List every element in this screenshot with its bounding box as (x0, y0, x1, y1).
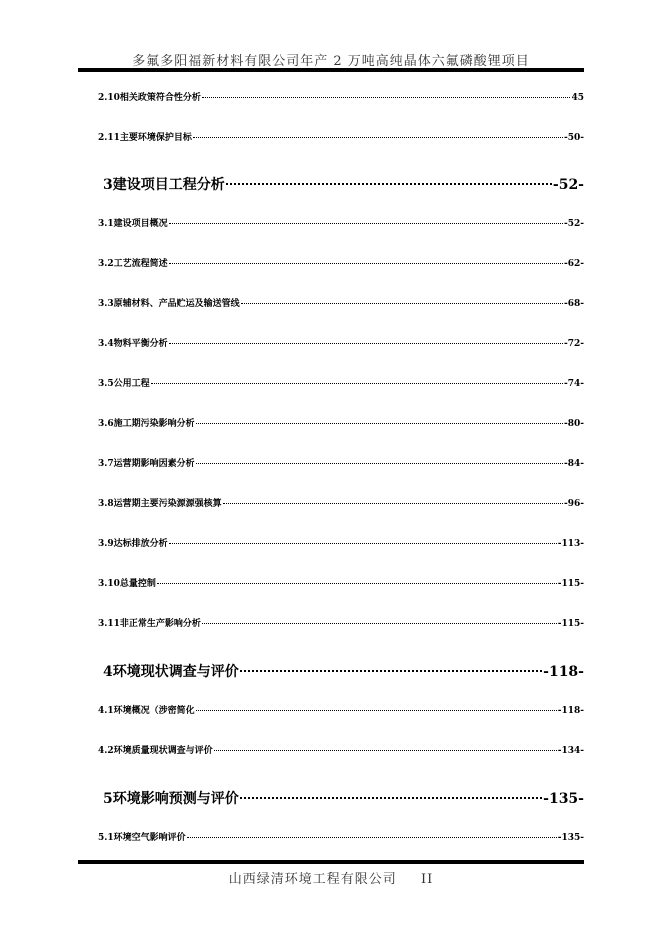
footer-page-number: II (421, 872, 434, 887)
toc-entry-page: -113- (557, 539, 584, 549)
toc-entry-page: -62- (564, 259, 584, 269)
toc-dot-leader (169, 223, 563, 224)
toc-dot-leader (240, 670, 542, 672)
toc-entry-title: 环境空气影响评价 (113, 833, 186, 843)
toc-chapter-entry[interactable] (98, 661, 584, 681)
toc-entry-number: 3.11 (98, 619, 120, 629)
toc-entry-number: 5.1 (98, 833, 114, 843)
toc-entry-title: 环境影响预测与评价 (112, 791, 239, 807)
toc-entry-number: 5 (103, 791, 113, 807)
toc-entry-title: 环境质量现状调查与评价 (113, 746, 213, 756)
page-footer (0, 868, 662, 887)
toc-dot-leader (240, 797, 542, 799)
toc-entry-page: -80- (564, 419, 584, 429)
toc-entry-title: 建设项目概况 (113, 219, 168, 229)
toc-entry[interactable] (98, 130, 584, 143)
toc-entry-page: -115- (557, 619, 584, 629)
toc-entry-title: 主要环境保护目标 (119, 133, 192, 143)
toc-entry-title: 工艺流程简述 (113, 259, 168, 269)
toc-entry-title: 达标排放分析 (113, 539, 168, 549)
toc-entry-number: 3.1 (98, 219, 114, 229)
toc-entry-title: 建设项目工程分析 (112, 177, 225, 193)
toc-entry-number: 4.1 (98, 706, 114, 716)
toc-entry[interactable] (98, 703, 584, 716)
toc-entry-number: 2.10 (98, 93, 120, 103)
toc-entry-title: 非正常生产影响分析 (119, 619, 201, 629)
toc-dot-leader (169, 543, 557, 544)
toc-entry[interactable] (98, 536, 584, 549)
toc-entry-number: 3.7 (98, 459, 114, 469)
toc-entry-page: -74- (564, 379, 584, 389)
toc-entry[interactable] (98, 216, 584, 229)
toc-entry-number: 3.10 (98, 579, 120, 589)
toc-dot-leader (196, 423, 563, 424)
toc-dot-leader (193, 137, 563, 138)
toc-entry-page: -135- (543, 791, 584, 807)
toc-entry-title: 总量控制 (119, 579, 156, 589)
toc-entry[interactable] (98, 576, 584, 589)
toc-entry[interactable] (98, 256, 584, 269)
toc-entry-title: 相关政策符合性分析 (119, 93, 201, 103)
toc-entry[interactable] (98, 616, 584, 629)
toc-entry-page: 45 (571, 93, 584, 103)
toc-entry-page: -96- (564, 499, 584, 509)
toc-entry-number: 3.8 (98, 499, 114, 509)
footer-company: 山西绿清环境工程有限公司 (228, 872, 397, 887)
footer-rule (78, 860, 584, 864)
toc-entry[interactable] (98, 296, 584, 309)
toc-chapter-entry[interactable] (98, 174, 584, 194)
toc-entry-title: 物料平衡分析 (113, 339, 168, 349)
toc-entry[interactable] (98, 336, 584, 349)
toc-entry-number: 3.6 (98, 419, 114, 429)
header-rule (78, 68, 584, 72)
toc-entry-title: 运营期影响因素分析 (113, 459, 195, 469)
toc-entry-number: 3.9 (98, 539, 114, 549)
toc-dot-leader (151, 383, 563, 384)
toc-entry-page: -115- (557, 579, 584, 589)
toc-dot-leader (187, 837, 557, 838)
toc-dot-leader (196, 463, 563, 464)
toc-entry-page: -135- (557, 833, 584, 843)
toc-entry-title: 环境现状调查与评价 (112, 664, 239, 680)
toc-entry-number: 3 (103, 177, 113, 193)
toc-entry[interactable] (98, 496, 584, 509)
toc-entry-title: 原辅材料、产品贮运及输送管线 (113, 299, 240, 309)
toc-entry-page: -118- (543, 664, 584, 680)
toc-entry[interactable] (98, 743, 584, 756)
toc-entry-page: -50- (564, 133, 584, 143)
toc-dot-leader (202, 97, 571, 98)
toc-entry-page: -52- (552, 177, 584, 193)
toc-entry-number: 3.4 (98, 339, 114, 349)
toc-entry-page: -118- (557, 706, 584, 716)
toc-dot-leader (226, 183, 552, 185)
toc-dot-leader (223, 503, 563, 504)
toc-entry[interactable] (98, 416, 584, 429)
toc-entry-title: 公用工程 (113, 379, 150, 389)
toc-entry-number: 3.3 (98, 299, 114, 309)
toc-dot-leader (157, 583, 557, 584)
toc-entry-number: 3.5 (98, 379, 114, 389)
toc-entry[interactable] (98, 456, 584, 469)
toc-entry-number: 2.11 (98, 133, 120, 143)
toc-entry-number: 4.2 (98, 746, 114, 756)
toc-dot-leader (169, 263, 563, 264)
toc-entry-page: -84- (564, 459, 584, 469)
toc-entry-page: -72- (564, 339, 584, 349)
toc-chapter-entry[interactable] (98, 788, 584, 808)
toc-dot-leader (196, 710, 557, 711)
toc-entry-page: -68- (564, 299, 584, 309)
toc-entry[interactable] (98, 90, 584, 103)
toc-entry-title: 施工期污染影响分析 (113, 419, 195, 429)
toc-dot-leader (169, 343, 563, 344)
toc-dot-leader (214, 750, 557, 751)
toc-entry-title: 环境概况（涉密简化 (113, 706, 195, 716)
toc-entry[interactable] (98, 830, 584, 843)
header-title: 多氟多阳福新材料有限公司年产 2 万吨高纯晶体六氟磷酸锂项目 (132, 54, 530, 69)
toc-entry-number: 3.2 (98, 259, 114, 269)
toc-entry-number: 4 (103, 664, 113, 680)
toc-entry[interactable] (98, 376, 584, 389)
toc-dot-leader (241, 303, 563, 304)
toc-entry-page: -134- (557, 746, 584, 756)
page-header (0, 50, 662, 69)
toc-entry-page: -52- (564, 219, 584, 229)
toc-entry-title: 运营期主要污染源源强核算 (113, 499, 222, 509)
toc-dot-leader (202, 623, 557, 624)
